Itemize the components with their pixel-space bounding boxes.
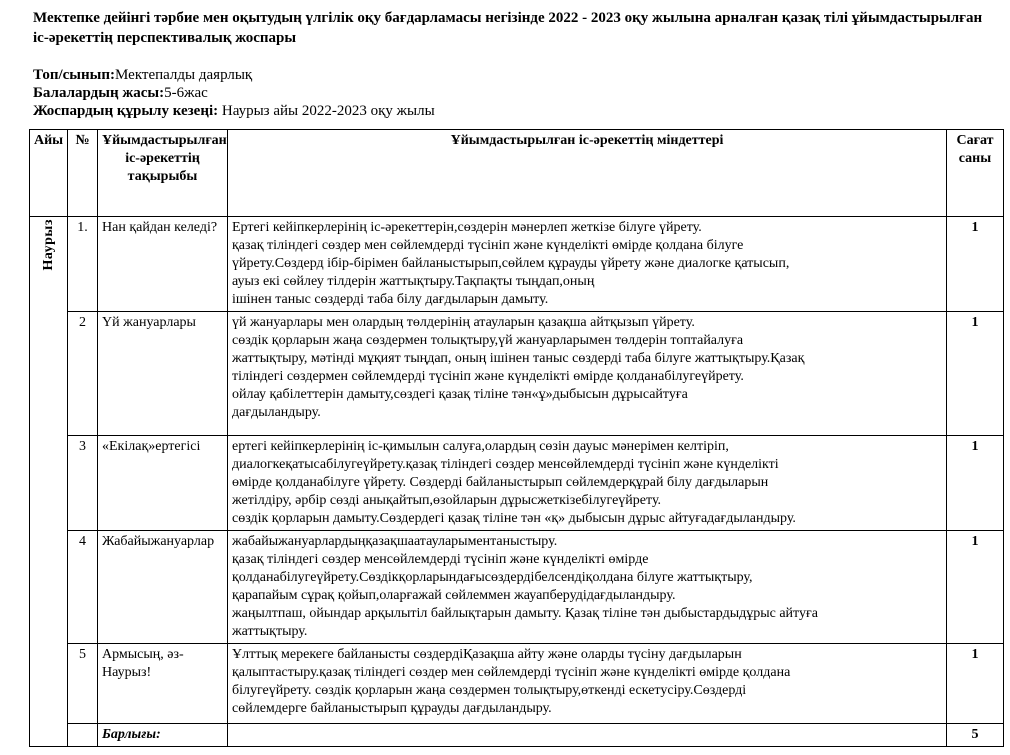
row-hours: 1 bbox=[947, 436, 1004, 531]
period-label: Жоспардың құрылу кезеңі: bbox=[33, 103, 219, 119]
task-line: жаттықтыру, мәтінді мұқият тыңдап, оның ішінен таныс сөздерді таба білуге жаттықтыру.Қазақ bbox=[232, 351, 805, 366]
row-tasks bbox=[228, 531, 947, 644]
task-line: үйрету.Сөздерд ібір-бірімен байланыстырып,сөйлем құрауды үйрету және диалогке қатысып, bbox=[232, 256, 790, 271]
task-line: сөйлемдерге байланыстырып құрауды дағдыландыру. bbox=[232, 701, 552, 716]
row-topic: «Екілақ»ертегісі bbox=[98, 436, 228, 531]
task-line: сөздік қорларын дамыту.Сөздердегі қазақ тіліне тән «қ» дыбысын дұрыс айтуғадағдыландыру. bbox=[232, 511, 796, 526]
document-meta bbox=[33, 66, 435, 120]
row-topic: Армысың, әз-Наурыз! bbox=[98, 644, 228, 724]
month-cell bbox=[30, 217, 68, 747]
task-line: Ертегі кейіпкерлерінің іс-әрекеттерін,сөздерін мәнерлеп жеткізе білуге үйрету. bbox=[232, 220, 702, 235]
table-header-row bbox=[30, 130, 1004, 217]
period-value: Наурыз айы 2022-2023 оқу жылы bbox=[218, 103, 435, 119]
age-label: Балалардың жасы: bbox=[33, 85, 165, 101]
task-line: сөздік қорларын жаңа сөздермен толықтыру,үй жануарларымен төлдерін топтайалуға bbox=[232, 333, 744, 348]
group-line bbox=[33, 66, 435, 84]
row-topic: Жабайыжануарлар bbox=[98, 531, 228, 644]
row-tasks bbox=[228, 436, 947, 531]
task-line: жаттықтыру. bbox=[232, 624, 308, 639]
header-month: Айы bbox=[30, 130, 68, 217]
row-number: 5 bbox=[68, 644, 98, 724]
row-tasks bbox=[228, 644, 947, 724]
task-line: ертегі кейіпкерлерінің іс-қимылын салуға,олардың сөзін дауыс мәнерімен келтіріп, bbox=[232, 439, 729, 454]
task-line: ойлау қабілеттерін дамыту,сөздегі қазақ тіліне тән«ұ»дыбысын дұрысайтуға bbox=[232, 387, 688, 402]
row-hours: 1 bbox=[947, 312, 1004, 436]
task-line: тіліндегі сөздермен сөйлемдерді түсініп және күнделікті өмірде қолданабілугеүйрету. bbox=[232, 369, 744, 384]
total-tasks-cell bbox=[228, 724, 947, 747]
table-row bbox=[30, 436, 1004, 531]
month-label: Наурыз bbox=[40, 219, 56, 271]
age-value: 5-6жас bbox=[164, 85, 208, 101]
plan-table bbox=[29, 129, 1004, 747]
task-line: Ұлттық мерекеге байланысты сөздердіҚазақша айту және оларды түсіну дағдыларын bbox=[232, 647, 742, 662]
task-line: қазақ тіліндегі сөздер мен сөйлемдерді түсініп және күнделікті өмірде қолдана білуге bbox=[232, 238, 744, 253]
task-line: қарапайым сұрақ қойып,оларғажай сөйлеммен жауапберудідағдыландыру. bbox=[232, 588, 676, 603]
total-label: Барлығы: bbox=[98, 724, 228, 747]
document-title: Мектепке дейінгі тәрбие мен оқытудың үлгілік оқу бағдарламасы негізінде 2022 - 2023 оқу жылына арналған қазақ тілі ұйымдастырылған іс-әрекеттің перспективалық жоспары bbox=[33, 10, 983, 46]
task-line: жабайыжануарлардыңқазақшаатауларыментаныстыру. bbox=[232, 534, 558, 549]
task-line: қазақ тіліндегі сөздер менсөйлемдерді түсініп және күнделікті өмірде bbox=[232, 552, 649, 567]
table-row bbox=[30, 644, 1004, 724]
header-topic: Ұйымдастырылған іс-әрекеттің тақырыбы bbox=[98, 130, 228, 217]
row-number: 2 bbox=[68, 312, 98, 436]
total-hours: 5 bbox=[947, 724, 1004, 747]
row-tasks bbox=[228, 217, 947, 312]
table-row bbox=[30, 312, 1004, 436]
group-value: Мектепалды даярлық bbox=[115, 67, 253, 83]
group-label: Топ/сынып: bbox=[33, 67, 116, 83]
task-line: қолданабілугеүйрету.Сөздікқорларындағысөздердібелсендіқолдана білуге жаттықтыру, bbox=[232, 570, 753, 585]
period-line bbox=[33, 102, 435, 120]
task-line: қалыптастыру.қазақ тіліндегі сөздер мен сөйлемдерді түсініп және күнделікті өмірде қолдана bbox=[232, 665, 791, 680]
task-line: ішінен таныс сөздерді таба білу дағдыларын дамыту. bbox=[232, 292, 549, 307]
header-hours: Сағат саны bbox=[947, 130, 1004, 217]
row-number: 4 bbox=[68, 531, 98, 644]
task-line: жаңылтпаш, ойындар арқылытіл байлықтарын дамыту. Қазақ тіліне тән дыбыстардыдұрыс айтуға bbox=[232, 606, 818, 621]
table-row bbox=[30, 531, 1004, 644]
task-line: білугеүйрету. сөздік қорларын жаңа сөздермен толықтыру,өткенді ескетусіру.Сөздерді bbox=[232, 683, 747, 698]
row-tasks bbox=[228, 312, 947, 436]
row-number: 3 bbox=[68, 436, 98, 531]
row-hours: 1 bbox=[947, 644, 1004, 724]
row-hours: 1 bbox=[947, 531, 1004, 644]
row-hours: 1 bbox=[947, 217, 1004, 312]
row-number: 1. bbox=[68, 217, 98, 312]
row-topic: Үй жануарлары bbox=[98, 312, 228, 436]
task-line: өмірде қолданабілуге үйрету. Сөздерді байланыстырып сөйлемдерқұрай білу дағдыларын bbox=[232, 475, 769, 490]
total-row bbox=[30, 724, 1004, 747]
table-body bbox=[30, 217, 1004, 747]
task-line: ауыз екі сөйлеу тілдерін жаттықтыру.Тақпақты тыңдап,оның bbox=[232, 274, 595, 289]
task-line: дағдыландыру. bbox=[232, 405, 321, 420]
header-number: № bbox=[68, 130, 98, 217]
task-line: диалогкеқатысабілугеүйрету.қазақ тіліндегі сөздер менсөйлемдерді түсініп және күнделікті bbox=[232, 457, 779, 472]
task-line: үй жануарлары мен олардың төлдерінің атауларын қазақша айтқызып үйрету. bbox=[232, 315, 695, 330]
task-line: жетілдіру, әрбір сөзді анықайтып,өзойларын дұрысжеткізебілугеүйрету. bbox=[232, 493, 662, 508]
row-topic: Нан қайдан келеді? bbox=[98, 217, 228, 312]
table-row bbox=[30, 217, 1004, 312]
header-tasks: Ұйымдастырылған іс-әрекеттің міндеттері bbox=[228, 130, 947, 217]
total-number-cell bbox=[68, 724, 98, 747]
age-line bbox=[33, 84, 435, 102]
